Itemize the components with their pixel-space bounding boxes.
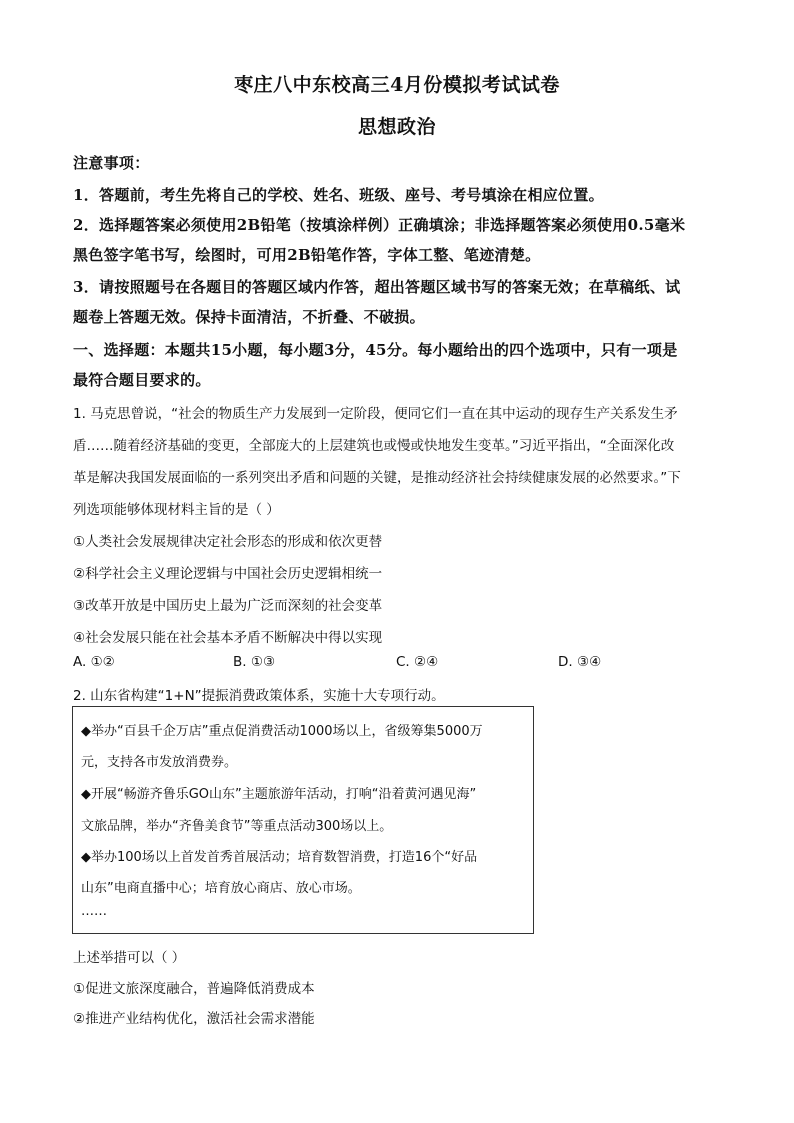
exam-title: 枣庄八中东校高三4月份模拟考试试卷 [234, 74, 560, 96]
subject-title: 思想政治 [357, 116, 436, 138]
notice-item: 黑色签字笔书写，绘图时，可用2B铅笔作答，字体工整、笔迹清楚。 [73, 246, 541, 264]
q2-material-line: 山东”电商直播中心；培育放心商店、放心市场。 [81, 881, 361, 896]
q2-intro: 2. 山东省构建“1+N”提振消费政策体系，实施十大专项行动。 [73, 688, 445, 704]
notice-heading: 注意事项： [73, 154, 150, 172]
q2-statement: ①促进文旅深度融合，普遍降低消费成本 [73, 981, 315, 997]
q1-statement: ①人类社会发展规律决定社会形态的形成和依次更替 [73, 534, 383, 550]
q1-statement: ④社会发展只能在社会基本矛盾不断解决中得以实现 [73, 630, 383, 646]
q2-material-line: ◆开展“畅游齐鲁乐GO山东”主题旅游年活动，打响“沿着黄河遇见海” [81, 787, 477, 802]
q1-option-c: C. ②④ [396, 654, 439, 670]
q1-statement: ③改革开放是中国历史上最为广泛而深刻的社会变革 [73, 598, 383, 614]
section-heading-cont: 最符合题目要求的。 [73, 371, 211, 389]
notice-item: 题卷上答题无效。保持卡面清洁，不折叠、不破损。 [73, 308, 425, 326]
q2-material-line: 文旅品牌，举办“齐鲁美食节”等重点活动300场以上。 [81, 819, 393, 834]
q1-stem-line: 列选项能够体现材料主旨的是（ ） [73, 502, 280, 518]
q2-question: 上述举措可以（ ） [73, 950, 186, 966]
q1-option-a: A. ①② [73, 654, 115, 670]
notice-item: 3．请按照题号在各题目的答题区域内作答，超出答题区域书写的答案无效；在草稿纸、试 [73, 278, 681, 296]
q2-material-line: 元，支持各市发放消费券。 [81, 755, 238, 770]
q2-material-line: ◆举办“百县千企万店”重点促消费活动1000场以上，省级筹集5000万 [81, 724, 483, 739]
q1-stem-line: 1. 马克思曾说，“社会的物质生产力发展到一定阶段，便同它们一直在其中运动的现存生产关系发生矛 [73, 406, 678, 422]
section-heading: 一、选择题：本题共15小题，每小题3分，45分。每小题给出的四个选项中，只有一项是 [73, 341, 678, 359]
q1-option-d: D. ③④ [558, 654, 602, 670]
q2-material-ellipsis: …… [81, 904, 107, 919]
notice-item: 2．选择题答案必须使用2B铅笔（按填涂样例）正确填涂；非选择题答案必须使用0.5毫米 [73, 216, 686, 234]
q1-stem-line: 盾……随着经济基础的变更，全部庞大的上层建筑也或慢或快地发生变革。”习近平指出，“全面深化改 [73, 438, 675, 454]
q1-statement: ②科学社会主义理论逻辑与中国社会历史逻辑相统一 [73, 566, 383, 582]
q1-stem-line: 革是解决我国发展面临的一系列突出矛盾和问题的关键，是推动经济社会持续健康发展的必然要求。”下 [73, 470, 681, 486]
q2-material-line: ◆举办100场以上首发首秀首展活动；培育数智消费，打造16个“好品 [81, 850, 478, 865]
notice-item: 1．答题前，考生先将自己的学校、姓名、班级、座号、考号填涂在相应位置。 [73, 186, 604, 204]
q2-statement: ②推进产业结构优化，激活社会需求潜能 [73, 1011, 315, 1027]
q1-option-b: B. ①③ [233, 654, 276, 670]
